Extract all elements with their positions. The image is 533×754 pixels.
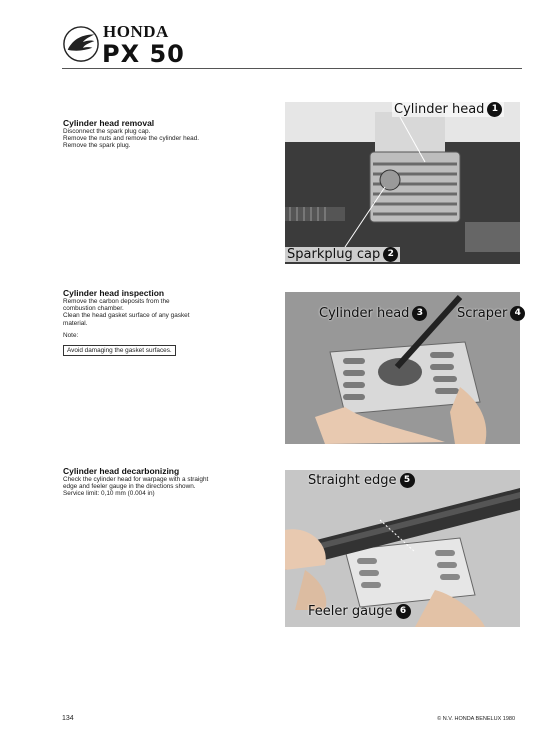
callout-label: Cylinder head	[394, 102, 485, 117]
callout-number-badge: 2	[383, 247, 398, 262]
page-number: 134	[62, 715, 74, 722]
callout-number-badge: 4	[510, 306, 525, 321]
header-rule	[62, 68, 522, 69]
body-line: Remove the spark plug.	[63, 142, 131, 150]
model-name: PX 50	[102, 40, 185, 68]
body-line: Check the cylinder head for warpage with a straight	[63, 476, 209, 483]
engine-photo-illustration	[285, 102, 520, 264]
body-line: Disconnect the spark plug cap.	[63, 128, 151, 135]
brand-name: HONDA	[103, 22, 169, 41]
callout-number-badge: 3	[412, 306, 427, 321]
note-label: Note:	[63, 331, 79, 339]
section-body	[63, 128, 278, 150]
photo-cylinder-head-removal	[285, 102, 520, 264]
callout-label: Straight edge	[308, 473, 397, 488]
honda-wing-logo-icon	[62, 25, 100, 63]
callout-label: Sparkplug cap	[287, 247, 381, 262]
callout-cylinder-head	[319, 306, 427, 321]
callout-straight-edge	[308, 473, 415, 488]
copyright-notice: © N.V. HONDA BENELUX 1980	[437, 716, 515, 722]
body-line: Clean the head gasket surface of any gasket	[63, 312, 190, 320]
callout-cylinder-head	[392, 102, 504, 117]
section-body	[63, 476, 283, 498]
body-line: combustion chamber.	[63, 305, 124, 313]
callout-number-badge: 6	[396, 604, 411, 619]
callout-number-badge: 5	[400, 473, 415, 488]
section-title: Cylinder head removal	[63, 118, 155, 128]
callout-feeler-gauge	[308, 604, 411, 619]
body-line: material.	[63, 319, 88, 327]
callout-label: Feeler gauge	[308, 604, 393, 619]
photo-cylinder-head-decarbonizing	[285, 470, 520, 627]
callout-sparkplug-cap	[285, 247, 400, 262]
section-body	[63, 298, 278, 327]
body-line: Remove the nuts and remove the cylinder head.	[63, 135, 200, 143]
section-title: Cylinder head inspection	[63, 288, 165, 298]
note-box: Avoid damaging the gasket surfaces.	[63, 345, 176, 356]
callout-scraper	[457, 306, 525, 321]
body-line: Remove the carbon deposits from the	[63, 298, 170, 305]
section-cylinder-head-decarbonizing	[63, 466, 283, 498]
photo-cylinder-head-inspection	[285, 292, 520, 444]
body-line: edge and feeler gauge in the directions shown.	[63, 483, 196, 491]
section-title: Cylinder head decarbonizing	[63, 466, 180, 476]
section-cylinder-head-removal	[63, 118, 278, 150]
callout-label: Cylinder head	[319, 306, 410, 321]
body-line: Service limit: 0,10 mm (0.004 in)	[63, 490, 155, 498]
section-cylinder-head-inspection	[63, 288, 278, 357]
callout-label: Scraper	[457, 306, 508, 321]
callout-number-badge: 1	[487, 102, 502, 117]
